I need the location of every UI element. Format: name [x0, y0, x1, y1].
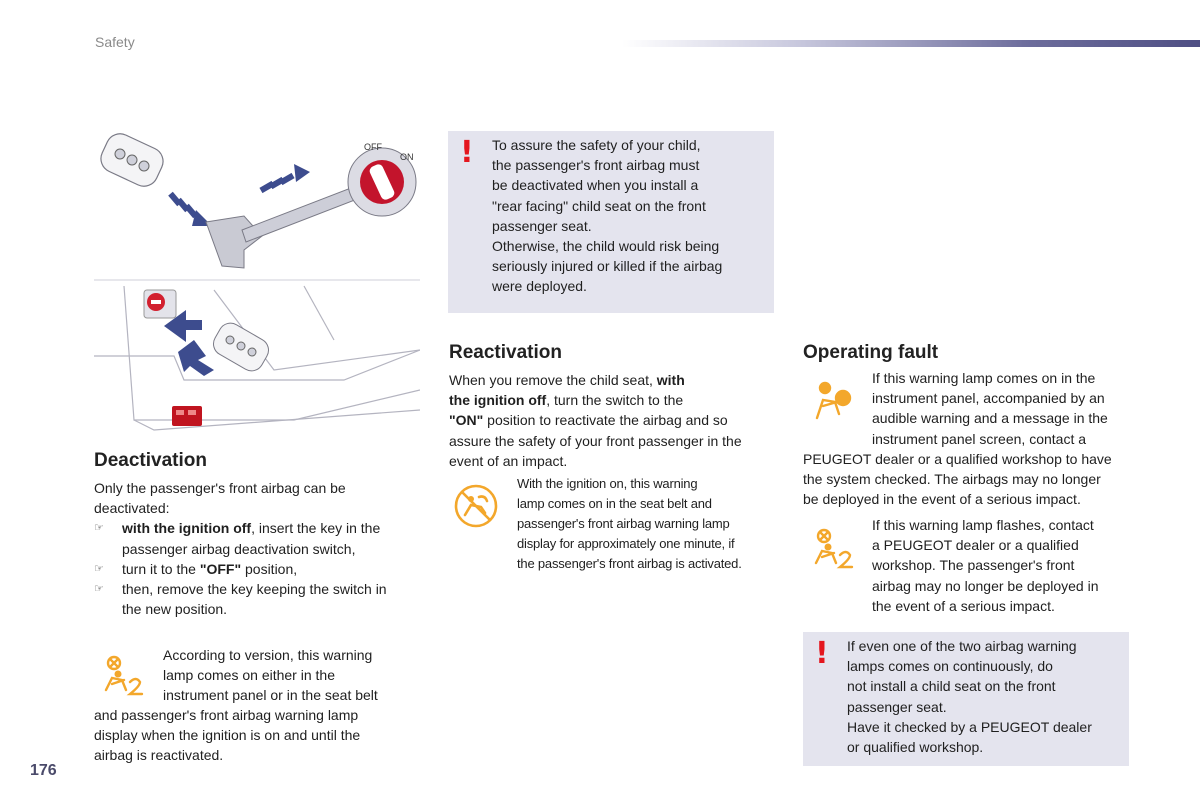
key-fob-icon: [96, 130, 167, 191]
deactivation-lamp-note-continued: and passenger's front airbag warning lamp display when the ignition is on and until the airbag is reactivated.: [94, 707, 361, 764]
header-bar: [622, 40, 1200, 47]
fault-warning-text: If even one of the two airbag warning lamps comes on continuously, do not install a child seat on the front passenger seat. Have it checked by a PEUGEOT dealer or qualified workshop.: [847, 638, 1092, 756]
key-blade-icon: [206, 186, 360, 268]
pointing-hand-icon: ☞: [94, 583, 104, 596]
child-seat-warning-box: [448, 131, 774, 313]
operating-fault-heading: Operating fault: [803, 342, 939, 363]
fault-note-1: If this warning lamp comes on in the instrument panel, accompanied by an audible warning and a message in the instrument panel screen, contact a: [872, 370, 1108, 447]
deactivation-text: Only the passenger's front airbag can be deactivated: ☞ with the ignition off, insert the key in the passenger airbag deactivation switch, ☞ turn it to the "OFF" position, ☞ then, remove the key keeping the switch in the new position.: [94, 478, 424, 619]
warning-exclamation-icon: !: [460, 135, 474, 170]
deactivation-lamp-note: According to version, this warning lamp comes on either in the instrument panel or in the seat belt: [163, 647, 378, 704]
airbag-switch-icon: [348, 142, 416, 216]
direction-arrow-icon: [164, 310, 214, 376]
section-title: Safety: [95, 34, 135, 50]
airbag-deactivated-lamp-icon: [453, 483, 499, 529]
svg-text:OFF: OFF: [364, 142, 382, 152]
deactivation-heading: Deactivation: [94, 450, 207, 471]
switch-indicator-icon: [144, 290, 176, 318]
deactivation-steps: [94, 518, 424, 619]
list-item: ☞ turn it to the "OFF" position,: [94, 559, 424, 579]
key-fob-icon: [209, 319, 273, 375]
fault-note-2: If this warning lamp flashes, contact a PEUGEOT dealer or a qualified workshop. The passenger's front airbag may no longer be deployed in the event of a serious impact.: [872, 517, 1099, 614]
reactivation-lamp-note: With the ignition on, this warning lamp comes on in the seat belt and passenger's front airbag warning lamp display for approximately one minute, if the passenger's front airbag is activated.: [517, 476, 742, 571]
pointing-hand-icon: ☞: [94, 562, 104, 575]
child-seat-warning-text: To assure the safety of your child, the passenger's front airbag must be deactivated when you install a "rear facing" child seat on the front passenger seat. Otherwise, the child would risk being seriously injured or killed if the airbag were deployed.: [492, 137, 723, 295]
warning-exclamation-icon: !: [815, 636, 829, 671]
airbag-off-lamp-icon: [810, 527, 856, 573]
reactivation-text: When you remove the child seat, with the ignition off, turn the switch to the "ON" position to reactivate the airbag and so assure the safety of your front passenger in the event of an impact.: [449, 372, 742, 469]
list-item: ☞ with the ignition off, insert the key in the passenger airbag deactivation switch,: [94, 520, 381, 557]
airbag-off-lamp-icon: [100, 654, 146, 700]
fault-warning-box: [803, 632, 1129, 766]
page-number: 176: [30, 762, 57, 779]
pointing-hand-icon: ☞: [94, 522, 104, 535]
list-item: ☞ then, remove the key keeping the switch in the new position.: [94, 581, 387, 618]
svg-text:ON: ON: [400, 152, 414, 162]
reactivation-heading: Reactivation: [449, 342, 562, 363]
airbag-fuse-panel-icon: [172, 406, 202, 426]
airbag-warning-lamp-icon: [811, 380, 857, 426]
airbag-switch-illustration: [94, 130, 420, 440]
fault-note-1-continued: PEUGEOT dealer or a qualified workshop to have the system checked. The airbags may no longer be deployed in the event of a serious impact.: [803, 451, 1112, 508]
